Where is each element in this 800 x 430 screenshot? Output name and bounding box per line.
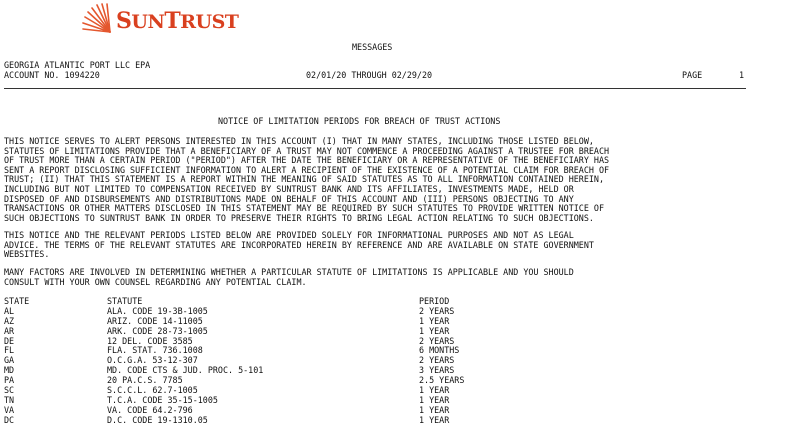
notice-paragraph-2: THIS NOTICE AND THE RELEVANT PERIODS LISTED BELOW ARE PROVIDED SOLELY FOR INFORMATIONAL PURPOSES AND NOT AS LEGAL ADVICE. THE TERMS OF THE RELEVANT STATUTES ARE INCORPORATED HEREIN BY REFERENCE AND ARE AVAILABLE ON STATE GOVERNMENT WEBSITES. — [4, 230, 594, 260]
page-label: PAGE — [682, 70, 703, 80]
state-cell: AZ — [4, 315, 15, 326]
statute-cell: D.C. CODE 19-1310.05 — [107, 414, 208, 425]
state-cell: AL — [4, 305, 15, 316]
notice-paragraph-3: MANY FACTORS ARE INVOLVED IN DETERMINING WHETHER A PARTICULAR STATUTE OF LIMITATIONS IS APPLICABLE AND YOU SHOULD CONSULT WITH YOUR OWN COUNSEL REGARDING ANY POTENTIAL CLAIM. — [4, 267, 574, 287]
state-cell: SC — [4, 385, 15, 396]
period-cell: 1 YEAR — [419, 385, 450, 396]
state-cell: PA — [4, 375, 15, 386]
account-number: ACCOUNT NO. 1094220 — [4, 70, 100, 80]
statute-cell: 12 DEL. CODE 3585 — [107, 335, 193, 346]
statute-cell: ARK. CODE 28-73-1005 — [107, 325, 208, 336]
account-name: GEORGIA ATLANTIC PORT LLC EPA — [4, 60, 151, 70]
sun-rays-icon — [80, 3, 112, 33]
notice-paragraph-1: THIS NOTICE SERVES TO ALERT PERSONS INTERESTED IN THIS ACCOUNT (I) THAT IN MANY STATES, INCLUDING THOSE LISTED BELOW, STATUTES OF LIMITATIONS PROVIDE THAT A BENEFICIARY OF A TRUST MAY NOT COMMENCE A PROCEEDING AGAINST A TRUSTEE FOR BREACH OF TRUST MORE THAN A CERTAIN PERIOD ("PERIOD") AFTER THE DATE THE BENEFICIARY OR A REPRESENTATIVE OF THE BENEFICIARY HAS SENT A REPORT DISCLOSING SUFFICIENT INFORMATION TO ALERT A RECIPIENT OF THE EXISTENCE OF A POTENTIAL CLAIM FOR BREACH OF TRUST; (II) THAT THIS STATEMENT IS A REPORT WITHIN THE MEANING OF SAID STATUTES AS TO ALL INFORMATION CONTAINED HEREIN, INCLUDING BUT NOT LIMITED TO COMPENSATION RECEIVED BY SUNTRUST BANK AND ITS AFFILIATES, INVESTMENTS MADE, HELD OR DISPOSED OF AND DISBURSEMENTS AND DISTRIBUTIONS MADE ON BEHALF OF THIS ACCOUNT AND (III) PERSONS OBJECTING TO ANY TRANSACTIONS OR OTHER MATTERS DISCLOSED IN THIS STATEMENT MAY BE REQUIRED BY SUCH STATUTES TO PROVIDE WRITTEN NOTICE OF SUCH OBJECTIONS TO SUNTRUST BANK IN ORDER TO PRESERVE THEIR RIGHTS TO BRING LEGAL ACTION RELATING TO SUCH OBJECTIONS. — [4, 136, 610, 223]
page-title: MESSAGES — [352, 42, 393, 52]
period-cell: 3 YEARS — [419, 365, 455, 376]
page-number: 1 — [739, 70, 745, 80]
statute-cell: T.C.A. CODE 35-15-1005 — [107, 394, 218, 405]
header-divider — [4, 88, 746, 89]
statute-cell: FLA. STAT. 736.1008 — [107, 345, 203, 356]
statute-cell: 20 PA.C.S. 7785 — [107, 375, 183, 386]
statute-cell: ALA. CODE 19-3B-1005 — [107, 305, 208, 316]
period-cell: 6 MONTHS — [419, 345, 460, 356]
period-cell: 2 YEARS — [419, 305, 455, 316]
period-cell: 1 YEAR — [419, 414, 450, 425]
period-cell: 1 YEAR — [419, 315, 450, 326]
statement-period: 02/01/20 THROUGH 02/29/20 — [306, 70, 433, 80]
notice-title: NOTICE OF LIMITATION PERIODS FOR BREACH OF TRUST ACTIONS — [218, 116, 501, 126]
state-cell: MD — [4, 365, 15, 376]
column-header-statute: STATUTE — [107, 296, 143, 306]
statute-cell: MD. CODE CTS & JUD. PROC. 5-101 — [107, 365, 264, 376]
statute-cell: O.C.G.A. 53-12-307 — [107, 355, 198, 366]
column-header-state: STATE — [4, 296, 30, 306]
period-cell: 1 YEAR — [419, 404, 450, 415]
state-cell: TN — [4, 394, 15, 405]
brand-name: SUNTRUST — [116, 8, 239, 34]
period-cell: 2 YEARS — [419, 355, 455, 366]
state-cell: AR — [4, 325, 15, 336]
column-header-period: PERIOD — [419, 296, 450, 306]
period-cell: 2.5 YEARS — [419, 375, 465, 386]
state-cell: VA — [4, 404, 15, 415]
state-cell: DC — [4, 414, 15, 425]
state-cell: DE — [4, 335, 15, 346]
period-cell: 1 YEAR — [419, 325, 450, 336]
period-cell: 1 YEAR — [419, 394, 450, 405]
state-cell: GA — [4, 355, 15, 366]
state-cell: FL — [4, 345, 15, 356]
statute-cell: VA. CODE 64.2-796 — [107, 404, 193, 415]
period-cell: 2 YEARS — [419, 335, 455, 346]
statute-cell: ARIZ. CODE 14-11005 — [107, 315, 203, 326]
statute-cell: S.C.C.L. 62.7-1005 — [107, 385, 198, 396]
